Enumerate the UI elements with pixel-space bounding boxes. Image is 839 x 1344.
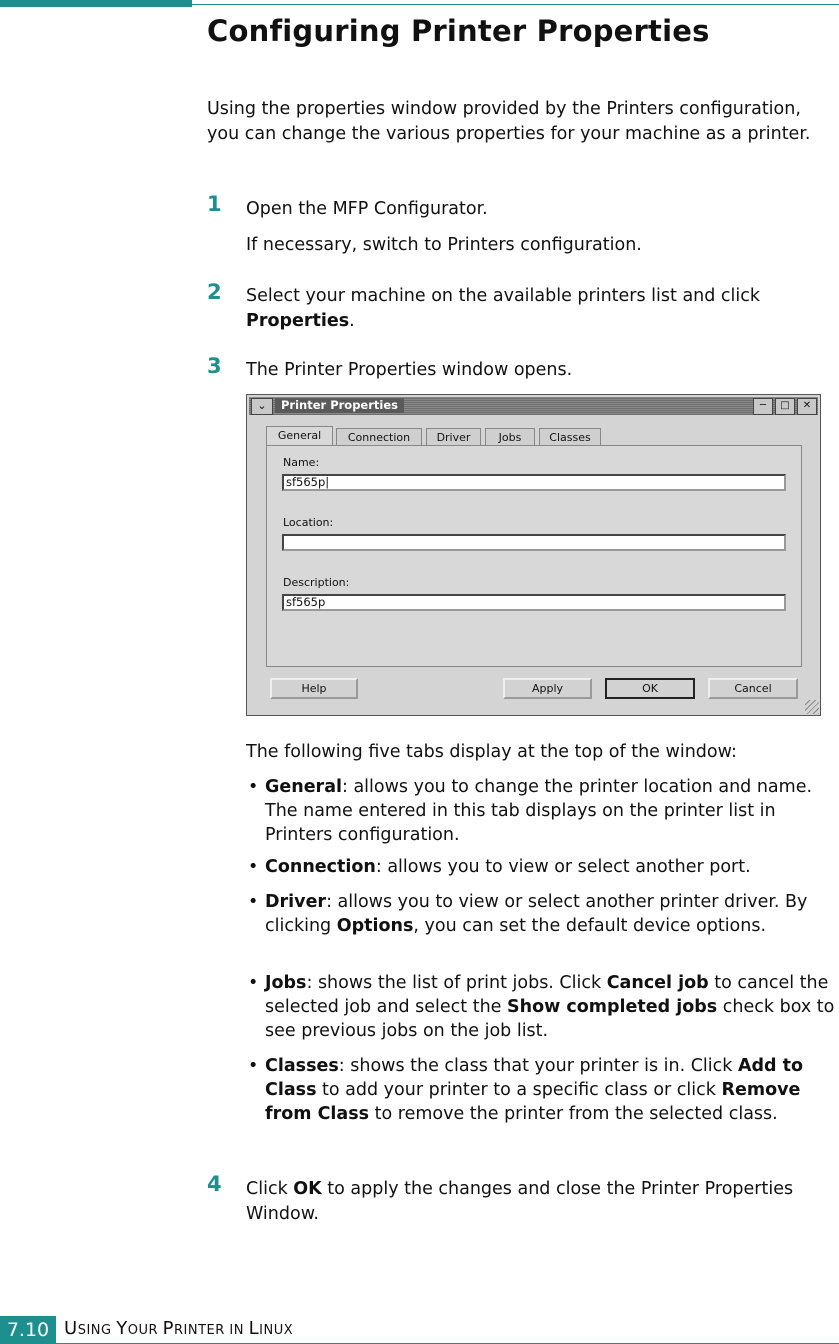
location-label: Location: — [283, 516, 334, 529]
window-titlebar — [249, 397, 818, 415]
step-number-3: 3 — [207, 354, 222, 378]
step-4-text: Click OK to apply the changes and close the Printer Properties Window. — [246, 1179, 794, 1224]
bullet-general: • General: allows you to change the printer location and name. The name entered in this tab displays on the printer list in Printers configuration. — [248, 777, 813, 845]
chapter-title: USING YOUR PRINTER IN LINUX — [64, 1318, 294, 1339]
bullet-dot-icon: • — [248, 777, 259, 797]
close-icon[interactable]: ✕ — [797, 398, 817, 415]
bullet-connection: • Connection: allows you to view or select another port. — [248, 857, 751, 877]
location-input[interactable] — [282, 534, 786, 551]
window-menu-icon[interactable]: ⌄ — [251, 398, 273, 415]
header-accent-bar — [0, 0, 192, 7]
description-input[interactable]: sf565p — [282, 594, 786, 611]
bullet-dot-icon: • — [248, 857, 259, 877]
bullet-dot-icon: • — [248, 1056, 259, 1076]
printer-properties-window — [246, 394, 821, 716]
step-3-text: The Printer Properties window opens. — [246, 360, 573, 380]
bullet-jobs: • Jobs: shows the list of print jobs. Click Cancel job to cancel the selected job and select the Show completed jobs check box to see previous jobs on the job list. — [248, 973, 835, 1041]
step-number-1: 1 — [207, 192, 222, 216]
bullet-classes: • Classes: shows the class that your printer is in. Click Add to Class to add your printer to a specific class or click Remove from Class to remove the printer from the selected class. — [248, 1056, 804, 1124]
tabs-intro-text: The following five tabs display at the top of the window: — [246, 742, 737, 762]
ok-button[interactable]: OK — [605, 678, 695, 699]
name-label: Name: — [283, 456, 320, 469]
maximize-icon[interactable]: □ — [775, 398, 795, 415]
step-number-2: 2 — [207, 280, 222, 304]
help-button[interactable]: Help — [270, 678, 358, 699]
description-label: Description: — [283, 576, 350, 589]
window-title: Printer Properties — [275, 398, 404, 413]
minimize-icon[interactable]: ─ — [753, 398, 773, 415]
bullet-dot-icon: • — [248, 973, 259, 993]
tab-classes[interactable]: Classes — [539, 428, 601, 446]
header-rule — [192, 4, 839, 5]
tab-jobs[interactable]: Jobs — [485, 428, 535, 446]
step-2-text: Select your machine on the available printers list and click Properties. — [246, 286, 761, 331]
page-number: 7.10 — [0, 1316, 56, 1344]
bullet-driver: • Driver: allows you to view or select another printer driver. By clicking Options, you can set the default device options. — [248, 892, 808, 936]
page-title: Configuring Printer Properties — [207, 14, 710, 48]
intro-paragraph: Using the properties window provided by the Printers configuration, you can change the various properties for your machine as a printer. — [207, 99, 811, 144]
step-number-4: 4 — [207, 1172, 222, 1196]
bullet-dot-icon: • — [248, 892, 259, 912]
resize-grip-icon[interactable] — [805, 700, 819, 714]
step-1-subtext: If necessary, switch to Printers configuration. — [246, 235, 642, 255]
tab-general[interactable]: General — [266, 426, 333, 447]
cancel-button[interactable]: Cancel — [708, 678, 798, 699]
step-1-text: Open the MFP Configurator. — [246, 199, 488, 219]
apply-button[interactable]: Apply — [503, 678, 592, 699]
name-input[interactable]: sf565p| — [282, 474, 786, 491]
tab-connection[interactable]: Connection — [336, 428, 422, 446]
tab-driver[interactable]: Driver — [426, 428, 481, 446]
general-tab-panel — [266, 445, 802, 667]
